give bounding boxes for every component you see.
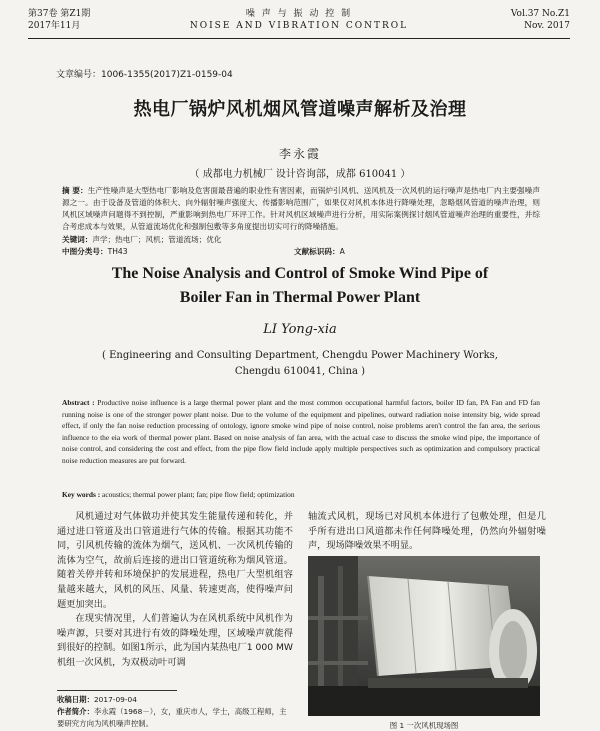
body-paragraph: 轴流式风机，现场已对风机本体进行了包敷处理，但是几乎所有进出口风道都未作任何降噪处理，仍然向外辐射噪声，现场降噪效果不明显。	[308, 511, 546, 552]
clc-label: 中图分类号：	[62, 247, 108, 256]
figure-1-photo	[308, 556, 540, 716]
abstract-cn-label: 摘 要：	[62, 186, 88, 195]
footnote-rule	[57, 690, 177, 691]
header-volume-en: Vol.37 No.Z1 Nov. 2017	[510, 9, 570, 31]
affiliation-english: ( Engineering and Consulting Department, Chengdu Power Machinery Works, Chengdu 610041, China )	[102, 350, 498, 377]
keywords-cn-label: 关键词：	[62, 235, 93, 244]
running-header	[28, 8, 570, 38]
title-english: The Noise Analysis and Control of Smoke Wind Pipe of Boiler Fan in Thermal Power Plant	[111, 265, 489, 306]
abstract-cn-text: 生产性噪声是大型热电厂影响及危害面最普遍的职业性有害因素，而锅炉引风机、送风机及一次风机的运行噪声是热电厂内主要强噪声源之一。由于设备及管道的体积大、向外辐射噪声强度大、传播影响范围广，如果仅对风机本体进行降噪处理，忽略烟风管道的噪声治理，则风机区域噪声问题得不到控制，严重影响到热电厂环评工作。针对风机区域噪声进行分析，用实际案例探讨烟风管道噪声治理的重要性，并综合考虑成本与效果，从管道流场优化和强制包敷等多角度提出切实可行的降噪措施。	[62, 186, 540, 231]
keywords-en-label: Key words :	[62, 490, 101, 499]
header-rule	[28, 38, 570, 39]
clc-value: TH43	[107, 247, 128, 256]
footnote-author: 作者简介：李永霞（1968－），女，重庆市人，学士，高级工程师，主要研究方向为风机噪声控制。	[57, 707, 287, 728]
keywords-english	[62, 490, 540, 499]
body-column-right	[308, 510, 546, 554]
keywords-chinese	[62, 234, 540, 245]
author-english: LI Yong-xia	[263, 322, 337, 337]
title-chinese: 热电厂锅炉风机烟风管道噪声解析及治理	[133, 99, 467, 120]
body-paragraph: 风机通过对气体做功并使其发生能量传递和转化，并通过进口管道及出口管道进行气体的传输。根据其功能不同，引风机传输的流体为烟气，送风机、一次风机传输的流体为空气，故前后连接的进出口管道统称为烟风管道。随着关停并转和环境保护的发展进程，热电厂大型机组容量越来越大，风机的风压、风量、转速更高，使得噪声问题更加突出。	[57, 511, 293, 610]
footnote	[57, 694, 293, 730]
header-volume-issue: 第37卷 第Z1期 2017年11月	[28, 9, 91, 31]
abstract-en-label: Abstract :	[62, 398, 95, 407]
classification-row	[62, 246, 540, 257]
body-column-left	[57, 510, 293, 671]
fan-site-photo	[308, 556, 540, 716]
affiliation-chinese: （ 成都电力机械厂 设计咨询部，成都 610041 ）	[189, 169, 411, 180]
body-paragraph: 在现实情况里，人们普遍认为在风机系统中风机作为噪声源，只要对其进行有效的降噪处理，区域噪声就能得到很好的控制。如图1所示，此为国内某热电厂1 000 MW机组一次风机，为双极动叶可调	[57, 613, 293, 668]
doc-code: 文献标识码：A	[294, 247, 345, 256]
article-number: 文章编号：1006-1355(2017)Z1-0159-04	[56, 70, 233, 80]
abstract-en-text: Productive noise influence is a large thermal power plant and the most common occupational harmful factors, boiler ID fan, PA Fan and FD fan running noise is one of the stronger power plant noise. Due to the volume of the equipment and pipelines, outward radiation noise intensity big, wide spread effect, if only the fan noise reduction processing of ontology, ignore smoke wind pipe of noise control, noise problems aren't control the fan area, the serious influence to the eia work of thermal power plant. Based on noise analysis of fan area, with the actual case to discuss the smoke wind pipe, the importance of noise control, and considering the cost and effect, from the pipe flow field include apply multiple perspectives such as optimization and compulsory practical noise reduction measures are put forward.	[62, 398, 540, 465]
author-chinese: 李永霞	[278, 147, 321, 161]
figure-1-caption: 图 1 一次风机现场图	[389, 721, 459, 730]
keywords-en-text: acoustics; thermal power plant; fan; pipe flow field; optimization	[102, 490, 295, 499]
abstract-chinese	[62, 185, 540, 233]
footnote-received: 收稿日期：2017-09-04	[57, 695, 137, 704]
header-journal-name: 噪 声 与 振 动 控 制 NOISE AND VIBRATION CONTROL	[189, 9, 409, 31]
keywords-cn-text: 声学；热电厂；风机；管道流场；优化	[92, 235, 222, 244]
abstract-english	[62, 397, 540, 467]
